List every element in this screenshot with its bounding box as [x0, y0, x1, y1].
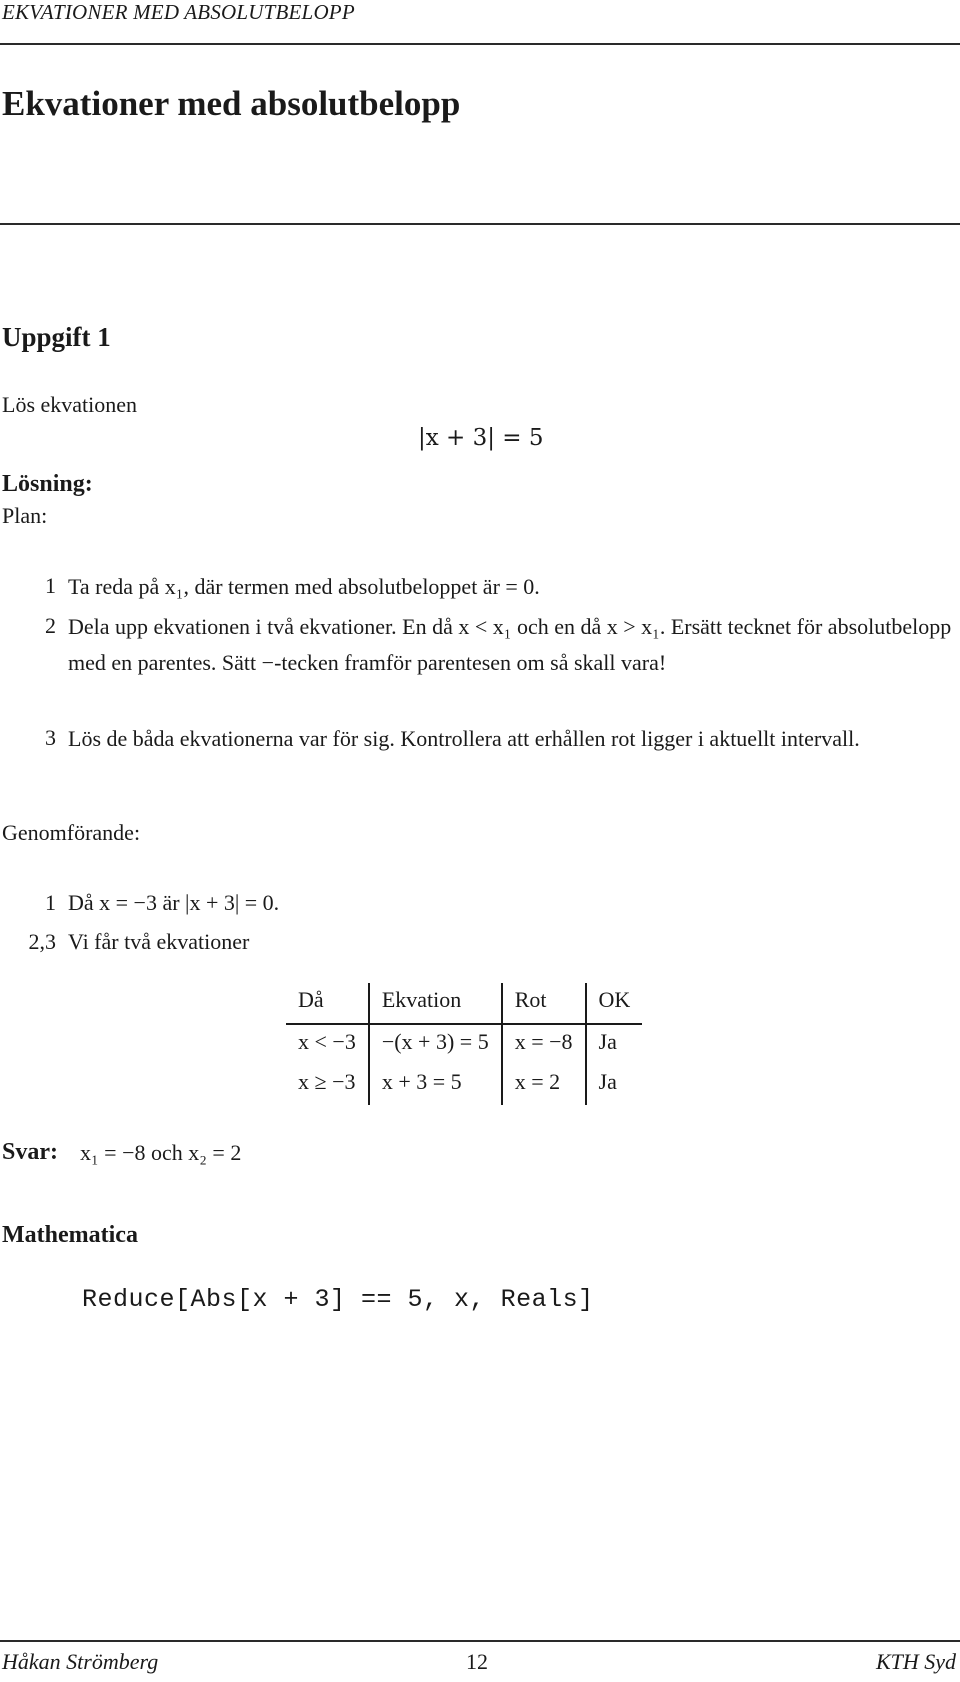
execution-item-number: 2,3	[28, 929, 56, 954]
table-cell: x = −8	[502, 1024, 586, 1065]
mathematica-code: Reduce[Abs[x + 3] == 5, x, Reals]	[82, 1285, 594, 1314]
table-header-cell: Rot	[502, 983, 586, 1024]
table-header-row	[286, 983, 642, 1024]
plan-label: Plan:	[2, 503, 48, 528]
table-cell: x + 3 = 5	[369, 1065, 502, 1105]
solution-table-wrapper	[286, 983, 642, 1105]
task-title: Uppgift 1	[2, 322, 111, 352]
execution-item-number: 1	[45, 890, 56, 915]
table-cell: Ja	[586, 1065, 643, 1105]
execution-label: Genomförande:	[2, 820, 141, 845]
solution-table	[286, 983, 642, 1105]
plan-item-text: Lös de båda ekvationerna var för sig. Kontrollera att erhållen rot ligger i aktuellt intervall.	[68, 726, 860, 751]
execution-item-text: Då x = −3 är |x + 3| = 0.	[68, 890, 280, 915]
task-intro: Lös ekvationen	[2, 392, 138, 417]
footer-institution: KTH Syd	[875, 1649, 956, 1674]
table-row	[286, 1024, 642, 1065]
table-cell: x < −3	[298, 1029, 356, 1054]
header-divider	[0, 43, 960, 45]
footer-author: Håkan Strömberg	[2, 1649, 159, 1674]
solution-label: Lösning:	[2, 471, 93, 497]
page-title: Ekvationer med absolutbelopp	[2, 84, 461, 123]
footer-divider	[0, 1640, 960, 1642]
table-header-cell: OK	[586, 983, 643, 1024]
plan-item-number: 2	[45, 613, 56, 638]
table-cell: −(x + 3) = 5	[369, 1024, 502, 1065]
plan-item-text: Ta reda på x₁, där termen med absolutbeloppet är = 0.	[68, 574, 540, 599]
running-header: EKVATIONER MED ABSOLUTBELOPP	[2, 0, 355, 24]
plan-item-number: 3	[45, 725, 56, 750]
execution-item-text: Vi får två ekvationer	[68, 929, 250, 954]
title-divider	[0, 223, 960, 225]
table-cell: x ≥ −3	[298, 1069, 356, 1094]
page-number: 12	[466, 1649, 488, 1674]
table-row	[286, 1065, 642, 1105]
table-cell: x = 2	[502, 1065, 586, 1105]
plan-item-text: Dela upp ekvationen i två ekvationer. En då x < x₁ och en då x > x₁. Ersätt tecknet för absolutbelopp med en parentes. Sätt −-tecken framför parentesen om så skall vara!	[68, 614, 952, 675]
plan-item-number: 1	[45, 573, 56, 598]
answer-text: x₁ = −8 och x₂ = 2	[80, 1140, 242, 1165]
table-cell: Ja	[586, 1024, 643, 1065]
task-equation: |x + 3| = 5	[418, 425, 544, 451]
mathematica-title: Mathematica	[2, 1222, 138, 1248]
table-header-cell: Då	[298, 987, 324, 1012]
answer-label: Svar:	[2, 1139, 58, 1165]
table-header-cell: Ekvation	[369, 983, 502, 1024]
